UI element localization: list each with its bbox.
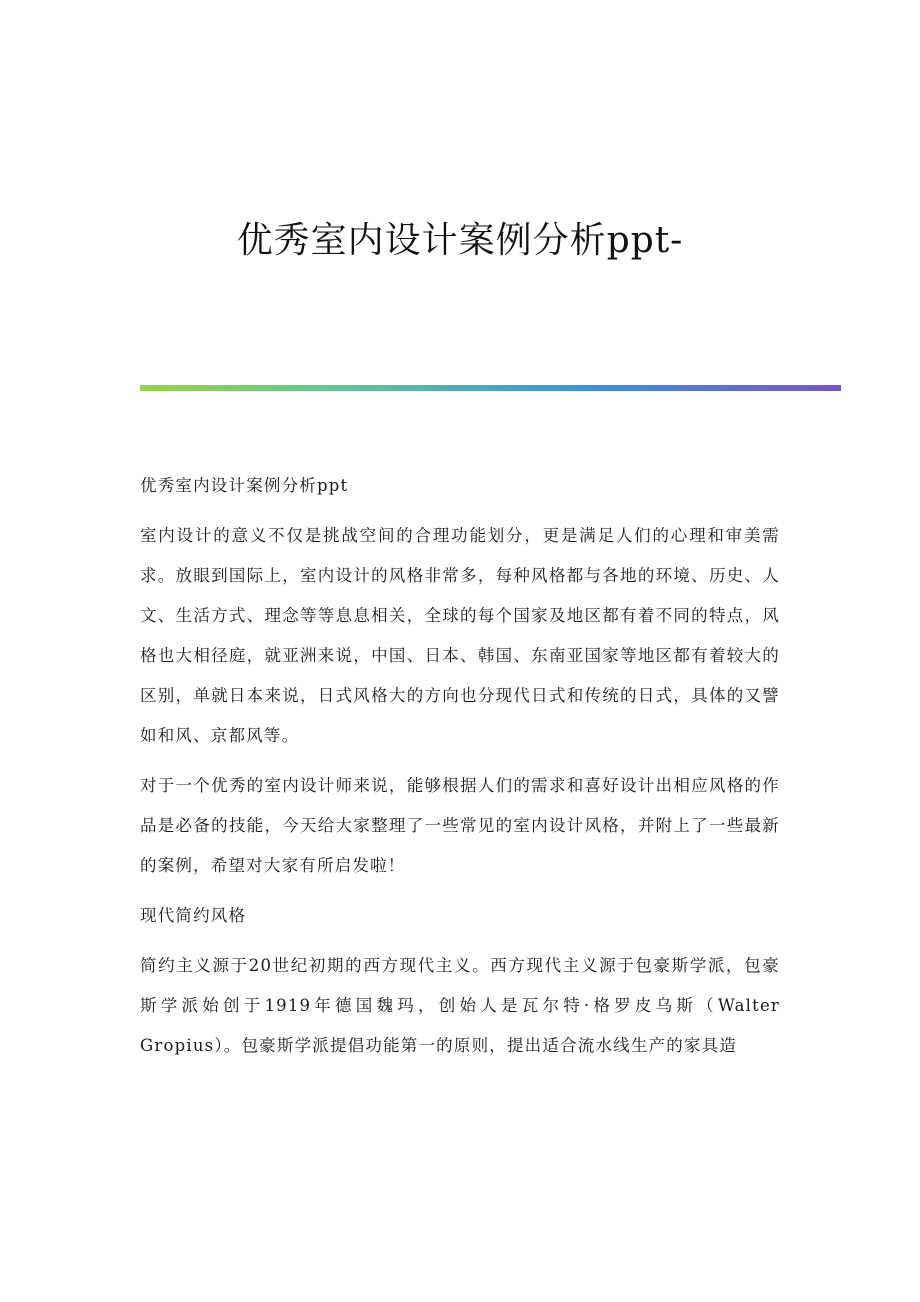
gradient-divider (140, 385, 841, 391)
document-body (140, 466, 780, 1076)
body-subtitle: 优秀室内设计案例分析ppt (140, 476, 349, 495)
section-heading-modern-minimalist: 现代简约风格 (140, 906, 247, 925)
body-paragraph-minimalism: 简约主义源于20世纪初期的西方现代主义。西方现代主义源于包豪斯学派，包豪斯学派始创于1919年德国魏玛，创始人是瓦尔特·格罗皮乌斯（Walter Gropius）。包豪斯学派提倡功能第一的原则，提出适合流水线生产的家具造 (140, 956, 780, 1055)
body-paragraph-designer: 对于一个优秀的室内设计师来说，能够根据人们的需求和喜好设计出相应风格的作品是必备的技能，今天给大家整理了一些常见的室内设计风格，并附上了一些最新的案例，希望对大家有所启发啦！ (140, 776, 780, 875)
body-paragraph-intro: 室内设计的意义不仅是挑战空间的合理功能划分，更是满足人们的心理和审美需求。放眼到国际上，室内设计的风格非常多，每种风格都与各地的环境、历史、人文、生活方式、理念等等息息相关，全球的每个国家及地区都有着不同的特点，风格也大相径庭，就亚洲来说，中国、日本、韩国、东南亚国家等地区都有着较大的区别，单就日本来说，日式风格大的方向也分现代日式和传统的日式，具体的又譬如和风、京都风等。 (140, 526, 780, 745)
document-title: 优秀室内设计案例分析ppt- (236, 220, 684, 261)
